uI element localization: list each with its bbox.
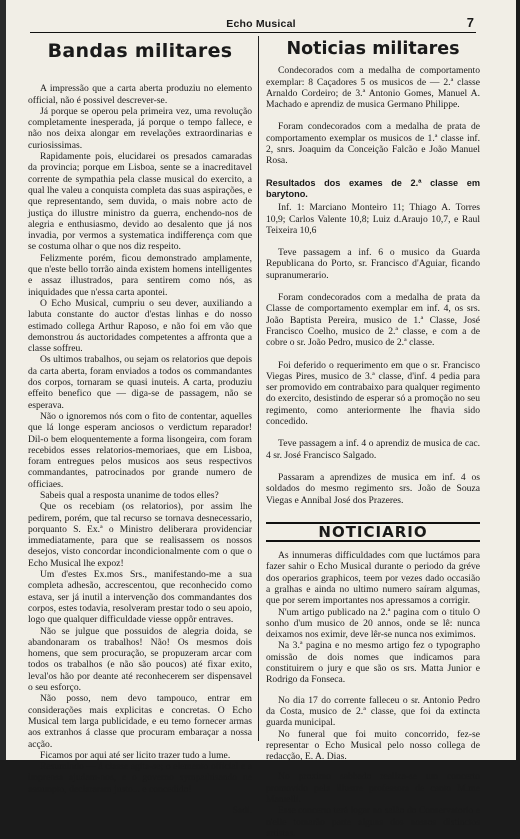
header-rule <box>30 32 476 33</box>
exam-results-title: Resultados dos exames de 2.ª classe em barytono. <box>266 177 480 199</box>
news-item <box>266 121 480 166</box>
page-header <box>6 0 516 30</box>
author-signature: Sadi. <box>232 805 252 816</box>
news-item <box>266 472 480 506</box>
paragraph: O Echo Musical, cumpriu o seu dever, auxiliando a labuta constante do auctor d'estas linhas e do nosso estimado collega Arthur Raposo, e não foi em vão que demonstrou ás auctoridades competentes a affronta que a classe soffreu. <box>28 297 252 355</box>
column-divider <box>258 36 259 741</box>
magazine-page <box>6 0 516 839</box>
paragraph: Os ultimos trabalhos, ou sejam os relatorios que depois da carta aberta, foram enviados a todos os commandantes dos corpos, tornaram se quasi inuteis. A carta, produziu effeito benefico que — diga-se de passagem, não se esperava. <box>28 354 252 411</box>
news-item <box>266 438 480 461</box>
paragraph: Não o ignoremos nós com o fito de contentar, aquelles que lá longe esperam anciosos o verdictum reparador! Dil-o bem eloquentemente a forma lisongeira, com foram recebidos esses relatorios-memoriaes, que em Lisboa, foram entregues pelos musicos aos seus respectivos commandantes, patrocinados por grande numero de officiaes. <box>28 410 252 490</box>
page-number: 7 <box>466 15 474 30</box>
paragraph: Felizmente porém, ficou demonstrado amplamente, que n'este bello torrão ainda existem homens intelligentes e assaz illustrados, para sentirem como nós, as iniquidades que n'essa carta apontei. <box>28 252 252 298</box>
paragraph: No dia 17 do corrente falleceu o sr. Antonio Pedro da Costa, musico de 2.ª classe, que foi da extincta guarda municipal. <box>266 694 480 729</box>
paragraph: A impressão que a carta aberta produziu no elemento official, não é possivel descrever-se. <box>28 83 252 106</box>
paragraph: Não se julgue que possuidos de alegria doida, se abandonaram os trabalhos! Não! Os mesmos dois homens, que sem procuração, se propuzeram arcar com todos os trabalhos (e não são poucos) até fixar exito, leval'os hão por deante até reconhecerem ser dispensavel o seu esforço. <box>28 625 252 694</box>
news-item <box>266 65 480 110</box>
paragraph: Inf. 1: Marciano Monteiro 11; Thiago A. Torres 10,9; Carlos Valente 10,8; Luiz d.Araujo 10,7, e Raul Teixeira 10,6 <box>266 202 480 236</box>
paragraph: Foram condecorados com a medalha de prata da Classe de comportamento exemplar em inf. 4, os srs. João Baptista Pereira, musico de 1.ª Classe, José Francisco Coelho, musico de 2.ª classe, e com a de cobre o sr. João Pedro, musico de 2.ª classe. <box>266 292 480 349</box>
left-column <box>28 36 252 816</box>
section-heading-noticiario: NOTICIARIO <box>266 522 480 542</box>
paragraph: Teve passagem a inf. 6 o musico da Guarda Republicana do Porto, sr. Francisco d'Aguiar, ficando supranumerario. <box>266 247 480 281</box>
paragraph: N'um artigo publicado na 2.ª pagina com o titulo O sonho d'um musico de 20 annos, onde se lê: nunca deixamos nos eximir, deve lêr-se nunca nos eximimos. <box>266 606 480 641</box>
paragraph: Sabeis qual a resposta unanime de todos elles? <box>40 489 219 501</box>
paragraph: Que os recebiam (os relatorios), por assim lhe pedirem, porém, que tal recurso se tornava desnecessario, porquanto S. Ex.ª o Ministro deliberara providenciar immediatamente, para que se realisassem os nossos desejos, visto concordar incondicionalmente com o que o Echo Musical lhe expoz! <box>28 501 252 569</box>
paragraph: Ficamos por aqui até ser licito trazer tudo a lume. <box>40 749 231 761</box>
paragraph: No proximo sabbado realiza-se um concerto promovido pela illustre professora de canto M.me Mantelli. <box>266 771 480 806</box>
left-article-body <box>28 83 252 795</box>
publication-title: Echo Musical <box>226 18 296 30</box>
paragraph: Foram condecorados com a medalha de prata de comportamento exemplar os musicos de 1.ª classe inf. 2, snrs. Joaquim da Conceição Falcão e João Manuel Rosa. <box>266 121 480 167</box>
paragraph: No funeral que foi muito concorrido, fez-se representar o Echo Musical pelo nosso collega de redacção, E. A. Dias. <box>266 728 480 763</box>
news-item <box>266 360 480 428</box>
article-heading-noticias: Noticias militares <box>286 39 460 59</box>
news-item <box>266 292 480 348</box>
paragraph: Teve passagem a inf. 4 o aprendiz de musica de cac. 4 sr. José Francisco Salgado. <box>266 438 480 461</box>
paragraph: Rapidamente pois, elucidarei os presados camaradas da provincia; porque em Lisboa, sente se a inacreditavel corrente de sympathia pela classe musical do exercito, a qual lhe valeu a conquista completa das suas aspirações, e que representando, sem duvida, o mais nobre acto de justiça do illustre ministro da guerra, enchendo-nos de alegria e enthusiasmo, devido ao desalento que já nos invadia, por vermos a systematica indifferença com que se costuma olhar o que nos diz respeito. <box>28 151 252 253</box>
paragraph: Esse concerto terá logar no salão do Conservatorio e n'elle tomarão parte alguns dos nossos distinctos artistas. <box>266 805 480 839</box>
paragraph: Condecorados com a medalha de comportamento exemplar: 8 Caçadores 5 os musicos de — 2.ª classe Arnaldo Cordeiro; de 3.ª Antonio Gomes, Manuel A. Machado e aprendiz de musica Germano Philippe. <box>266 65 480 111</box>
paragraph: As innumeras difficuldades com que luctámos para fazer sahir o Echo Musical durante o periodo da gréve dos operarios graphicos, teem por vezes dado occasião a gralhas e ainda no ultimo numero saíram algumas, que por serem importantes nos apressamos a corrigir. <box>266 550 480 607</box>
paragraph: Não posso, nem devo tampouco, entrar em considerações mais explicitas e concretas. O Echo Musical tem larga publicidade, e eu temo fornecer armas aos extranhos á classe que procuram embaraçar a nossa acção. <box>28 693 252 750</box>
paragraph: Foi deferido o requerimento em que o sr. Francisco Viegas Pires, musico de 3.ª classe, d'inf. 4 pedia para ser promovido em contrabaixo para qualquer regimento do exercito, desistindo de esperar só a promoção no seu regimento, como anteriormente lhe fhavia sido concedido. <box>266 359 480 428</box>
paragraph: Na 3.ª pagina e no mesmo artigo fez o typographo omissão de dois nomes que indicamos para constituirem o jury e que são os srs. Matta Junior e Rodrigo da Fonseca. <box>266 640 480 686</box>
article-heading-bandas: Bandas militares <box>47 40 233 62</box>
paragraph: Já porque se operou pela primeira vez, uma revolução completamente inesperada, já porque o tempo fallece, e não nos deixa alongar em revelações extraordinarias e curiosissimas. <box>28 105 252 151</box>
paragraph: Passaram a aprendizes de musica em inf. 4 os soldados do mesmo regimento srs. João de Souza Viegas e Annibal José dos Prazeres. <box>266 471 480 506</box>
right-column <box>266 36 480 839</box>
paragraph: Resumindo — á classe agita-se; o elemento official e a imprensa ajudam-nos, e o governo sympathisando ne assumpto, declararam justo... e concedido! <box>28 761 252 795</box>
news-item <box>266 247 480 281</box>
paragraph: Um d'estes Ex.mos Srs., manifestando-me a sua completa adhesão, accrescentou, que reconhecido como estava, ser já inutil a intervenção dos commandantes dos corpos, estes todavia, resolveram prestar todo o seu apoio, logo que qualquer difficuldade viesse oppôr entraves. <box>28 569 252 626</box>
exam-results <box>266 202 480 236</box>
